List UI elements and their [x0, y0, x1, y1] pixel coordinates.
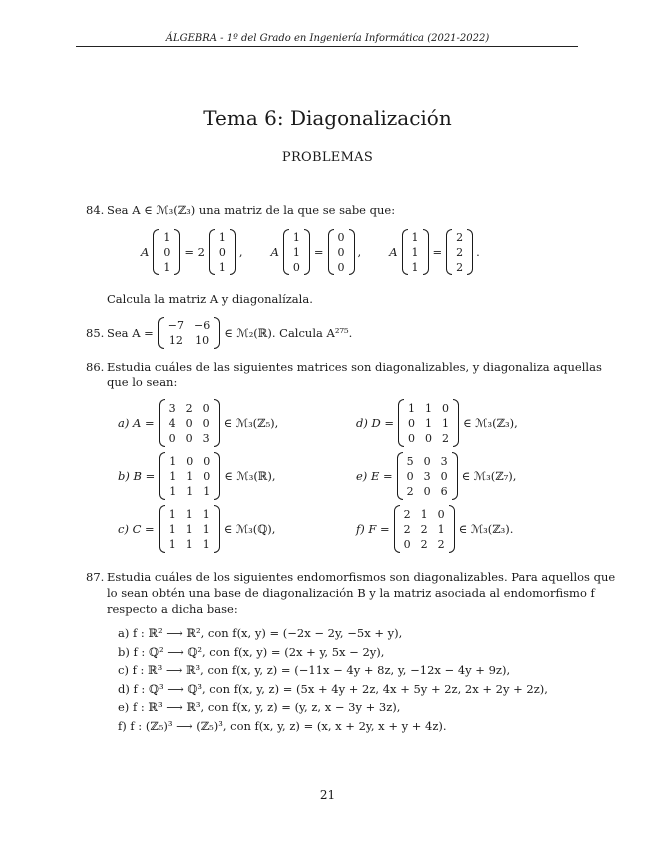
matrix-right-paren [214, 452, 220, 500]
matrix-entry: 1 [420, 507, 428, 521]
matrix-entry: 1 [442, 416, 450, 430]
matrix-ring: ∈ ℳ₃(ℤ₇), [461, 469, 517, 483]
problem-87-item: d) f : ℚ³ ⟶ ℚ³, con f(x, y, z) = (5x + 4y + 2z, 4x + 5y + 2z, 2x + 2y + 2z), [118, 681, 548, 696]
matrix-entry: 0 [337, 245, 345, 259]
matrix-entry: 1 [185, 537, 193, 551]
matrix [398, 399, 459, 447]
matrix-right-paren [349, 229, 355, 275]
equation-operator: = 2 [184, 245, 205, 259]
matrix-entry: −7 [167, 319, 185, 332]
column-vector [283, 229, 310, 275]
problem-87-line1: Estudia cuáles de los siguientes endomorfismos son diagonalizables. Para aquellos que [107, 570, 616, 584]
matrix [159, 505, 220, 553]
matrix [159, 399, 220, 447]
equation-operator: = [432, 245, 443, 259]
problem-84-outro: Calcula la matriz A y diagonalízala. [107, 292, 313, 306]
matrix-grid [165, 508, 214, 551]
matrix-entry: 0 [218, 245, 226, 259]
matrix-entry: 1 [168, 537, 176, 551]
matrix-entry: 0 [292, 260, 300, 274]
matrix-entry: 1 [185, 507, 193, 521]
matrix-grid [404, 402, 453, 445]
matrix-entry: 2 [456, 230, 464, 244]
matrix-right-paren [453, 399, 459, 447]
matrix [159, 452, 220, 500]
matrix-entry: 0 [406, 469, 414, 483]
matrix-grid [159, 231, 174, 274]
problem-86-line2: que lo sean: [107, 375, 178, 389]
matrix-entry: 0 [408, 416, 416, 430]
matrix-entry: 1 [203, 484, 211, 498]
matrix-entry: 0 [168, 431, 176, 445]
chapter-title: Tema 6: Diagonalización [203, 106, 452, 130]
matrix-entry: 1 [163, 230, 171, 244]
matrix-entry: 1 [202, 507, 210, 521]
column-vector [153, 229, 180, 275]
matrix-entry: 0 [202, 401, 210, 415]
matrix-label: d) D = [356, 416, 395, 430]
running-header: ÁLGEBRA - 1º del Grado en Ingeniería Informática (2021-2022) [165, 33, 490, 44]
matrix-entry: 6 [440, 484, 448, 498]
matrix-entry: 1 [218, 230, 226, 244]
matrix-grid [400, 508, 449, 551]
matrix-entry: 1 [202, 537, 210, 551]
matrix-entry: 0 [425, 431, 433, 445]
matrix-entry: 3 [202, 431, 210, 445]
equation-punct: , [357, 245, 362, 259]
matrix-label: a) A = [118, 416, 155, 430]
equation-lhs: A [389, 245, 398, 259]
matrix-right-paren [214, 317, 220, 349]
problem-85-statement [107, 316, 352, 350]
column-vector [209, 229, 236, 275]
matrix-entry: 0 [202, 416, 210, 430]
matrix-entry: 1 [218, 260, 226, 274]
equation-punct: . [476, 245, 480, 259]
matrix-grid [289, 231, 304, 274]
problem-86-item [356, 504, 513, 554]
problem-87-item: e) f : ℝ³ ⟶ ℝ³, con f(x, y, z) = (y, z, x − 3y + 3z), [118, 700, 401, 714]
matrix-entry: 1 [169, 469, 177, 483]
matrix-entry: 0 [185, 416, 193, 430]
matrix-entry: 2 [403, 522, 411, 536]
matrix-entry: 2 [437, 537, 445, 551]
matrix-entry: 3 [168, 401, 176, 415]
problem-87-line2: lo sean obtén una base de diagonalización B y la matriz asociada al endomorfismo f [107, 586, 595, 600]
matrix-grid [403, 455, 452, 498]
matrix-entry: 0 [408, 431, 416, 445]
problem-86-item [356, 451, 516, 501]
matrix-entry: 1 [425, 416, 433, 430]
problem-84-equation [271, 229, 362, 275]
problem-84-equation [389, 229, 480, 275]
matrix-right-paren [230, 229, 236, 275]
matrix-entry: 0 [203, 454, 211, 468]
matrix-right-paren [423, 229, 429, 275]
matrix-entry: 2 [403, 507, 411, 521]
matrix-entry: −6 [194, 319, 211, 332]
matrix-grid [165, 455, 214, 498]
problem-87-item: f) f : (ℤ₅)³ ⟶ (ℤ₅)³, con f(x, y, z) = (x, x + 2y, x + y + 4z). [118, 718, 447, 733]
problem-86-item [118, 451, 276, 501]
matrix-grid [164, 319, 214, 347]
matrix-entry: 1 [169, 454, 177, 468]
matrix-entry: 4 [168, 416, 176, 430]
matrix-entry: 1 [292, 245, 300, 259]
matrix-entry: 1 [408, 401, 416, 415]
problem-86-item [118, 504, 275, 554]
matrix-grid [215, 231, 230, 274]
matrix-ring: ∈ ℳ₃(ℤ₃), [463, 416, 518, 430]
matrix-right-paren [174, 229, 180, 275]
matrix-entry: 1 [168, 507, 176, 521]
matrix-entry: 0 [185, 431, 193, 445]
matrix-entry: 2 [420, 522, 428, 536]
matrix-entry: 10 [195, 334, 210, 347]
problem-87-item: a) f : ℝ² ⟶ ℝ², con f(x, y) = (−2x − 2y, −5x + y), [118, 626, 403, 640]
matrix-entry: 0 [337, 260, 345, 274]
matrix-entry: 3 [440, 454, 448, 468]
matrix-entry: 1 [437, 522, 445, 536]
matrix-entry: 0 [423, 454, 431, 468]
matrix-label: c) C = [118, 522, 155, 536]
problem-85-number: 85. [86, 326, 105, 340]
matrix-ring: ∈ ℳ₃(ℚ), [223, 522, 276, 536]
problem-86-number: 86. [86, 360, 105, 374]
matrix-grid [408, 231, 423, 274]
matrix [394, 505, 455, 553]
matrix [397, 452, 458, 500]
column-vector [328, 229, 355, 275]
matrix-entry: 1 [411, 245, 419, 259]
matrix-entry: 1 [186, 469, 194, 483]
matrix-entry: 1 [168, 522, 176, 536]
problem-87-item: b) f : ℚ² ⟶ ℚ², con f(x, y) = (2x + y, 5x − 2y), [118, 644, 385, 659]
matrix-entry: 1 [411, 260, 419, 274]
matrix-grid [165, 402, 214, 445]
problem-86-item [356, 398, 518, 448]
matrix-right-paren [467, 229, 473, 275]
problem-86-line1: Estudia cuáles de las siguientes matrices son diagonalizables, y diagonaliza aquellas [107, 360, 602, 374]
matrix-entry: 1 [411, 230, 419, 244]
problem-86-item [118, 398, 278, 448]
matrix-ring: ∈ ℳ₃(ℤ₃). [458, 522, 514, 536]
matrix-right-paren [214, 505, 220, 553]
header-rule [76, 46, 578, 47]
matrix-entry: 2 [442, 431, 450, 445]
matrix-entry: 1 [186, 484, 194, 498]
column-vector [446, 229, 473, 275]
matrix-entry: 0 [442, 401, 450, 415]
equation-operator: = [313, 245, 324, 259]
matrix-entry: 0 [203, 469, 211, 483]
problem-85-pre: Sea A = [107, 326, 154, 340]
matrix-entry: 3 [423, 469, 431, 483]
page-number: 21 [319, 788, 336, 802]
matrix-grid [452, 231, 467, 274]
equation-lhs: A [270, 245, 279, 259]
matrix-entry: 0 [186, 454, 194, 468]
problem-84-equation [141, 229, 243, 275]
column-vector [402, 229, 429, 275]
matrix-entry: 1 [202, 522, 210, 536]
problem-87-number: 87. [86, 570, 105, 584]
matrix-entry: 0 [163, 245, 171, 259]
matrix-entry: 1 [292, 230, 300, 244]
matrix-entry: 2 [406, 484, 414, 498]
matrix-label: f) F = [356, 522, 390, 536]
matrix-entry: 1 [169, 484, 177, 498]
matrix-right-paren [452, 452, 458, 500]
problem-84-equations [141, 228, 480, 276]
problem-85-matrix [158, 317, 220, 349]
equation-lhs: A [141, 245, 150, 259]
matrix-entry: 0 [437, 507, 445, 521]
matrix-entry: 5 [406, 454, 414, 468]
matrix-entry: 0 [337, 230, 345, 244]
matrix-entry: 2 [456, 260, 464, 274]
matrix-label: b) B = [118, 469, 156, 483]
matrix-right-paren [449, 505, 455, 553]
equation-punct: , [238, 245, 243, 259]
matrix-grid [334, 231, 349, 274]
matrix-entry: 2 [456, 245, 464, 259]
matrix-entry: 2 [185, 401, 193, 415]
matrix-entry: 1 [163, 260, 171, 274]
matrix-entry: 2 [420, 537, 428, 551]
matrix-entry: 0 [423, 484, 431, 498]
section-subtitle: PROBLEMAS [281, 150, 374, 165]
matrix-entry: 1 [185, 522, 193, 536]
matrix-entry: 1 [425, 401, 433, 415]
problem-84-number: 84. [86, 203, 105, 217]
matrix-entry: 0 [403, 537, 411, 551]
problem-87-line3: respecto a dicha base: [107, 602, 238, 616]
matrix-entry: 0 [440, 469, 448, 483]
matrix-ring: ∈ ℳ₃(ℝ), [224, 469, 276, 483]
matrix-ring: ∈ ℳ₃(ℤ₅), [223, 416, 279, 430]
matrix-right-paren [214, 399, 220, 447]
matrix-entry: 12 [168, 334, 183, 347]
problem-87-item: c) f : ℝ³ ⟶ ℝ³, con f(x, y, z) = (−11x − 4y + 8z, y, −12x − 4y + 9z), [118, 663, 511, 677]
problem-84-intro: Sea A ∈ ℳ₃(ℤ₃) una matriz de la que se sabe que: [107, 203, 396, 217]
problem-85-post: ∈ ℳ₂(ℝ). Calcula A²⁷⁵. [224, 326, 353, 340]
matrix-label: e) E = [356, 469, 393, 483]
matrix-right-paren [304, 229, 310, 275]
